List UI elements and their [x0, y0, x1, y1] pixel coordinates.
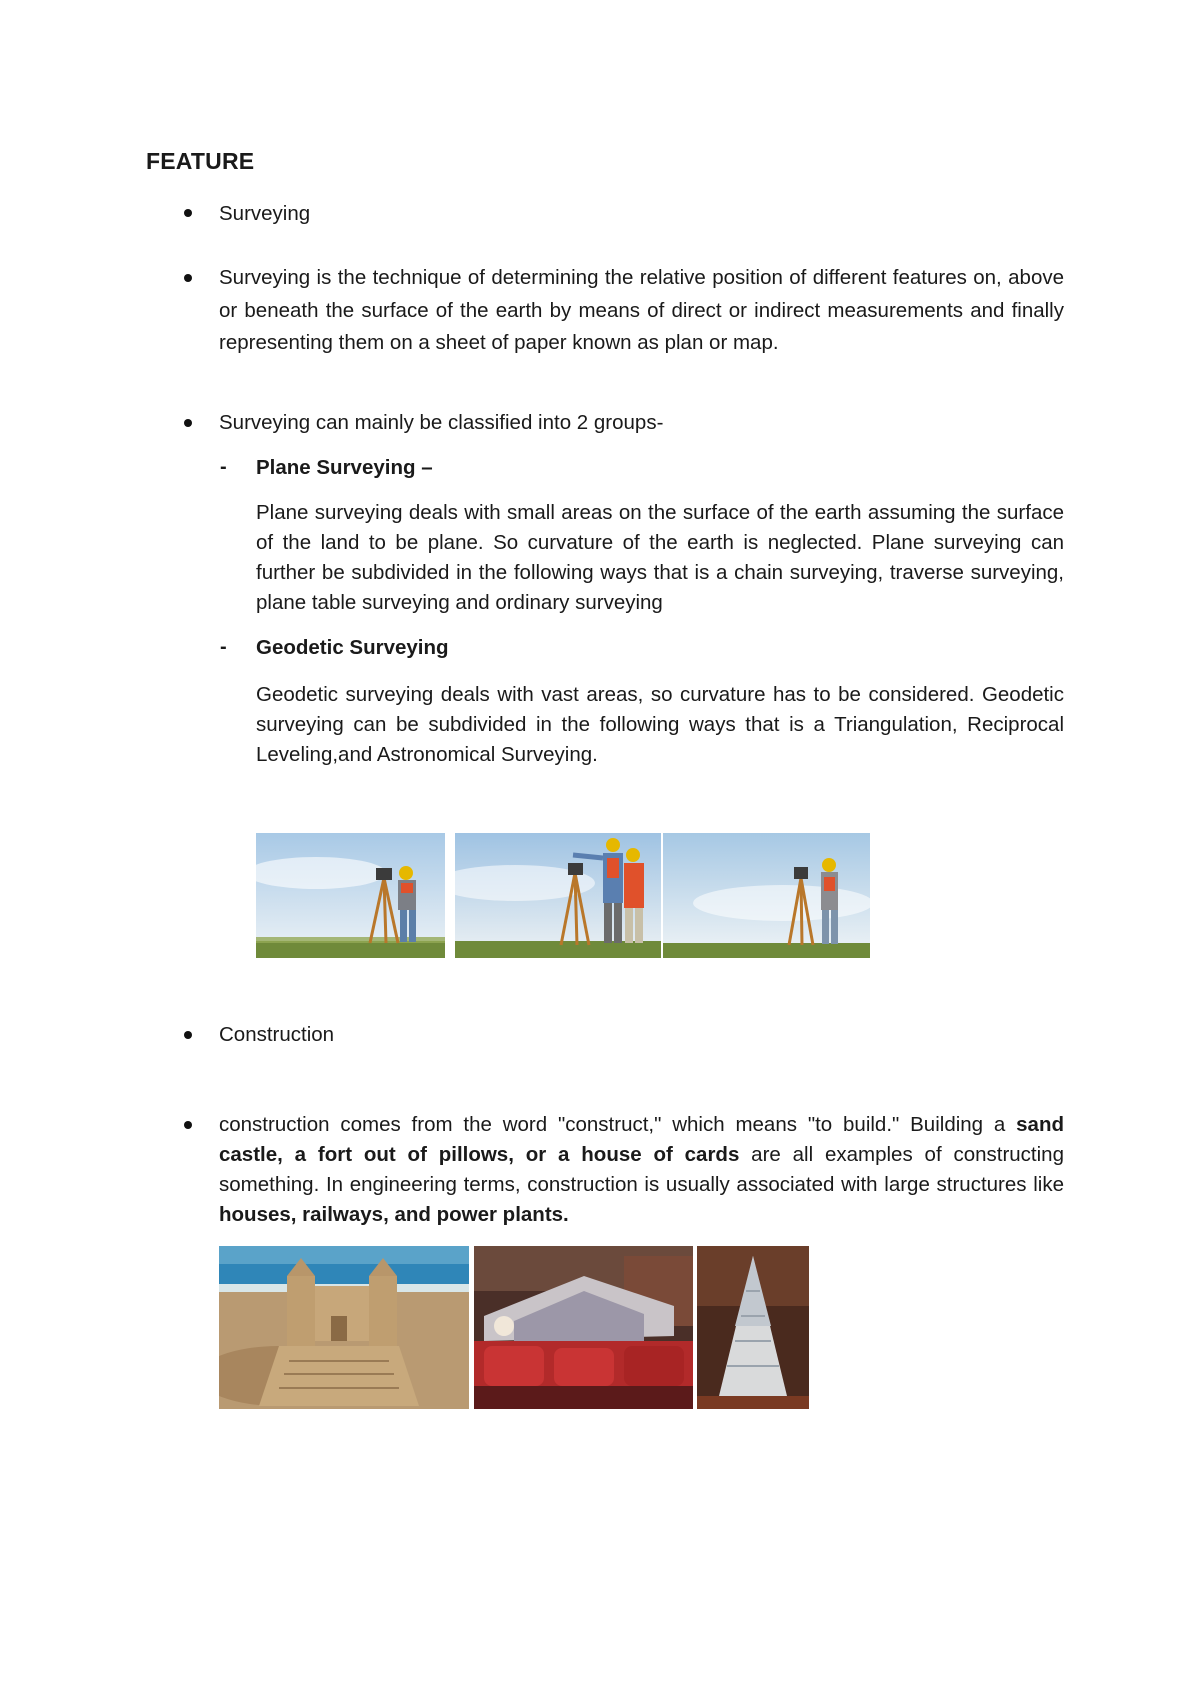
page-heading: FEATURE — [146, 148, 255, 174]
bullet-dot — [184, 1031, 192, 1039]
surveyor-instrument-photo — [663, 833, 870, 958]
bullet-dot — [184, 274, 192, 282]
bullet-dot — [184, 419, 192, 427]
construction-examples-bold: sand castle, a fort out of pillows, or a house of cards — [219, 1113, 1064, 1166]
construction-structures-bold: houses, railways, and power plants. — [219, 1203, 569, 1226]
construction-text-part: are all examples of constructing something. In engineering terms, construction is usually associated with large structures like — [219, 1143, 1064, 1196]
surveying-definition: Surveying is the technique of determining the relative position of different features on, above or beneath the surface of the earth by means of direct or indirect measurements and finally representing them on a sheet of paper known as plan or map. — [219, 266, 1064, 354]
bullet-construction-title: Construction — [219, 1023, 335, 1046]
surveyor-photo — [256, 833, 445, 958]
plane-surveying-text: Plane surveying deals with small areas on the surface of the earth assuming the surface of the land to be plane. So curvature of the earth is neglected. Plane surveying can further be subdivided in the following ways that is a chain surveying, traverse surveying, plane table surveying and ordinary surveying — [256, 501, 1064, 614]
house-of-cards-photo — [697, 1246, 809, 1409]
sand-castle-photo — [219, 1246, 469, 1409]
construction-text-part: construction comes from the word "construct," which means "to build." Building a — [219, 1113, 1017, 1136]
surveying-classification: Surveying can mainly be classified into 2 groups- — [219, 411, 664, 434]
dash-marker: - — [220, 636, 227, 658]
geodetic-surveying-title: Geodetic Surveying — [256, 636, 449, 659]
surveyors-team-photo — [455, 833, 661, 958]
bullet-dot — [184, 209, 192, 217]
dash-marker: - — [220, 456, 227, 478]
plane-surveying-title: Plane Surveying – — [256, 456, 433, 479]
pillow-fort-photo — [474, 1246, 693, 1409]
bullet-dot — [184, 1121, 192, 1129]
geodetic-surveying-text: Geodetic surveying deals with vast areas, so curvature has to be considered. Geodetic surveying can be subdivided in the following ways that is a Triangulation, Reciprocal Leveling,and Astronomical Surveying. — [256, 683, 1064, 766]
bullet-surveying-title: Surveying — [219, 202, 311, 225]
construction-definition — [219, 1110, 1064, 1230]
